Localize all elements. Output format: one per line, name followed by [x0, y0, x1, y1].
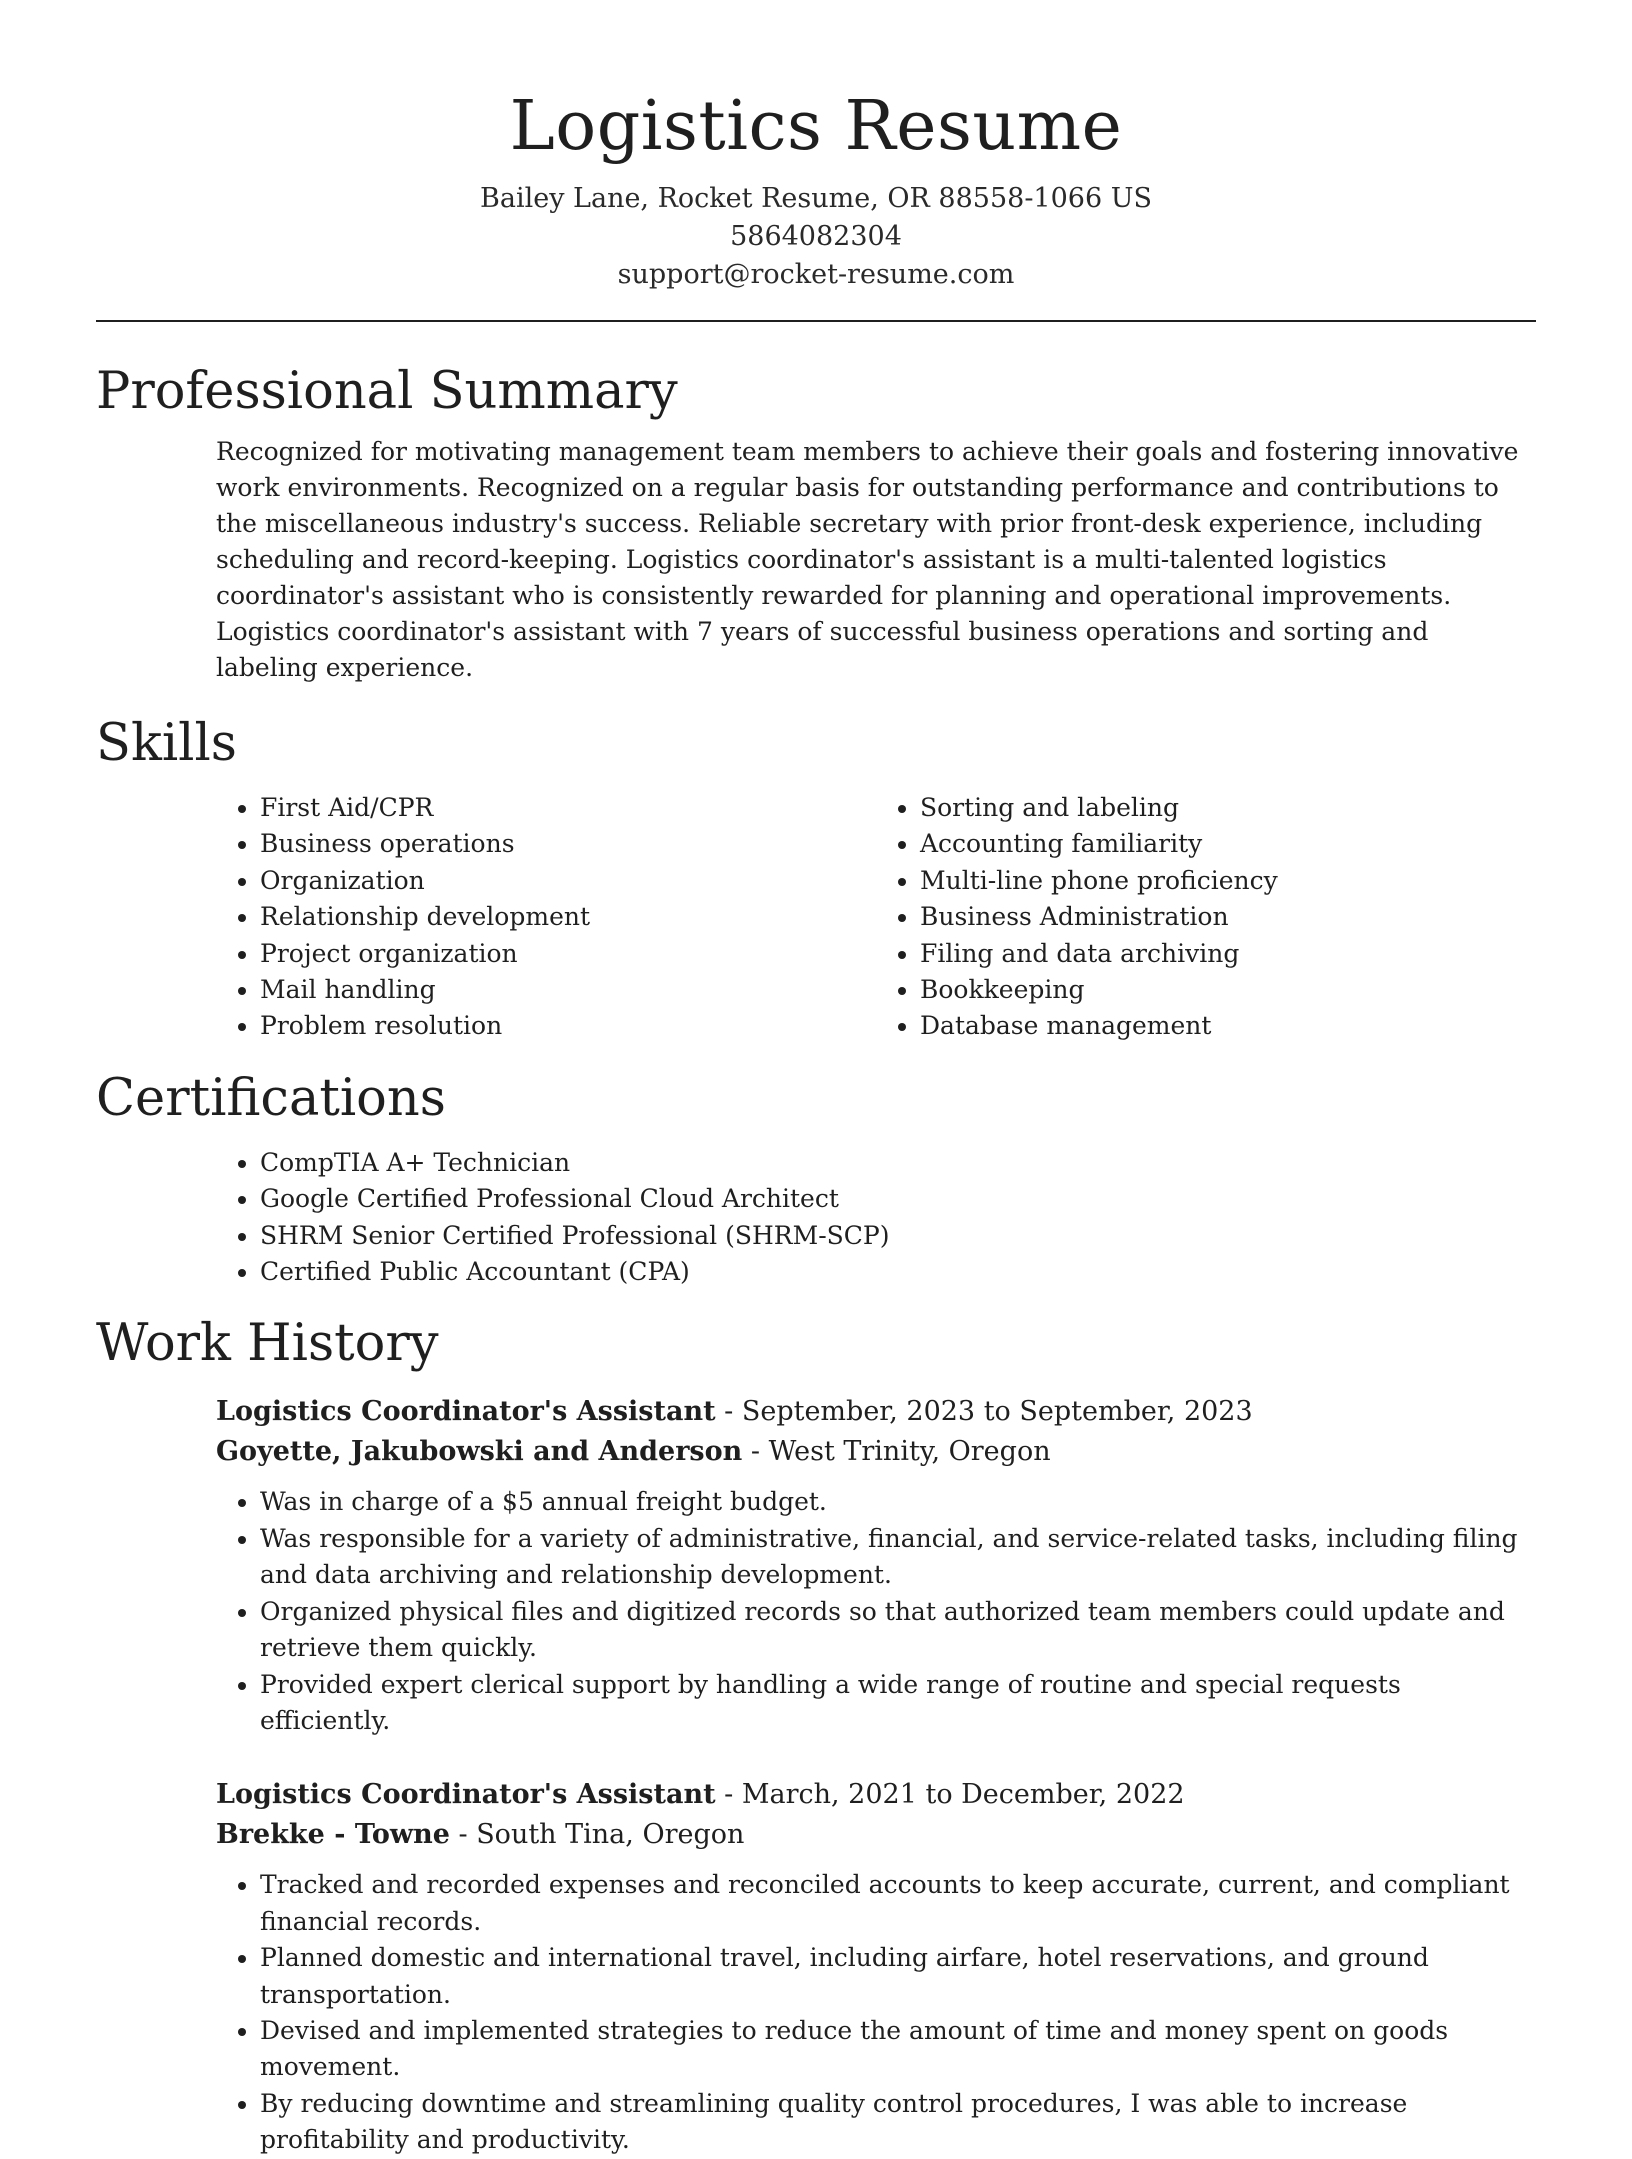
skill-item: • Database management [920, 1008, 1536, 1044]
job-location: South Tina, Oregon [476, 1819, 745, 1851]
job-title: Logistics Coordinator's Assistant [216, 1396, 716, 1428]
certifications-list [216, 1145, 1536, 1291]
skill-item: • Problem resolution [260, 1008, 876, 1044]
certification-item: • SHRM Senior Certified Professional (SHRM-SCP) [260, 1218, 1536, 1254]
job-company-line: Goyette, Jakubowski and Anderson - West Trinity, Oregon [216, 1436, 1051, 1468]
job-company: Brekke - Towne [216, 1819, 450, 1851]
skills-list-left [216, 790, 876, 1045]
job-bullet: • Was in charge of a $5 annual freight budget. [260, 1484, 1536, 1520]
job-bullet: • Tracked and recorded expenses and reconciled accounts to keep accurate, current, and compliant financial records. [260, 1867, 1536, 1940]
skill-item: • Business operations [260, 826, 876, 862]
summary-heading: Professional Summary [96, 362, 678, 421]
resume-title: Logistics Resume [509, 87, 1123, 166]
certifications-section [96, 1067, 1536, 1291]
job-bullet: • Provided expert clerical support by handling a wide range of routine and special requests efficiently. [260, 1667, 1536, 1740]
skill-item: • Business Administration [920, 899, 1536, 935]
job-bullet: • Organized physical files and digitized records so that authorized team members could update and retrieve them quickly. [260, 1594, 1536, 1667]
summary-text: Recognized for motivating management team members to achieve their goals and fostering innovative work environments. Recognized on a regular basis for outstanding performance and contributions to the miscellaneous industry's success. Reliable secretary with prior front-desk experience, including scheduling and record-keeping. Logistics coordinator's assistant is a multi-talented logistics coordinator's assistant who is consistently rewarded for planning and operational improvements. Logistics coordinator's assistant with 7 years of successful business operations and sorting and labeling experience. [216, 437, 1519, 682]
skill-item: • Bookkeeping [920, 972, 1536, 1008]
header-divider [96, 320, 1536, 322]
skills-columns [216, 790, 1536, 1045]
work-history-heading: Work History [96, 1314, 439, 1374]
job-bullet: • Planned domestic and international travel, including airfare, hotel reservations, and ground transportation. [260, 1940, 1536, 2013]
resume-header [96, 0, 1536, 294]
contact-phone: 5864082304 [730, 221, 902, 252]
skill-item: • First Aid/CPR [260, 790, 876, 826]
job-company: Goyette, Jakubowski and Anderson [216, 1436, 743, 1468]
job-bullets [216, 1484, 1536, 1739]
job-company-line: Brekke - Towne - South Tina, Oregon [216, 1819, 745, 1851]
job-bullet: • Devised and implemented strategies to reduce the amount of time and money spent on goods movement. [260, 2013, 1536, 2086]
job-dates: March, 2021 to December, 2022 [741, 1779, 1185, 1811]
job-dates: September, 2023 to September, 2023 [741, 1396, 1253, 1428]
skill-item: • Project organization [260, 936, 876, 972]
skills-list-right [876, 790, 1536, 1045]
skill-item: • Accounting familiarity [920, 826, 1536, 862]
job-entry [216, 1775, 1536, 2158]
job-title-line: Logistics Coordinator's Assistant - March, 2021 to December, 2022 [216, 1779, 1185, 1811]
job-entry [216, 1392, 1536, 1739]
job-title: Logistics Coordinator's Assistant [216, 1779, 716, 1811]
certification-item: • CompTIA A+ Technician [260, 1145, 1536, 1181]
job-bullet: • Was responsible for a variety of administrative, financial, and service-related tasks, including filing and data archiving and relationship development. [260, 1521, 1536, 1594]
job-location: West Trinity, Oregon [768, 1436, 1051, 1468]
job-bullet: • By reducing downtime and streamlining quality control procedures, I was able to increase profitability and productivity. [260, 2086, 1536, 2159]
work-history-section [96, 1312, 1536, 2158]
contact-address: Bailey Lane, Rocket Resume, OR 88558-1066 US [480, 183, 1152, 214]
contact-info [96, 180, 1536, 294]
skills-section [96, 712, 1536, 1045]
summary-section [96, 360, 1536, 686]
contact-email: support@rocket-resume.com [617, 259, 1015, 290]
skill-item: • Relationship development [260, 899, 876, 935]
certifications-heading: Certifications [96, 1068, 446, 1128]
skill-item: • Mail handling [260, 972, 876, 1008]
certification-item: • Google Certified Professional Cloud Architect [260, 1181, 1536, 1217]
job-title-line: Logistics Coordinator's Assistant - September, 2023 to September, 2023 [216, 1396, 1253, 1428]
skill-item: • Organization [260, 863, 876, 899]
skill-item: • Multi-line phone proficiency [920, 863, 1536, 899]
skill-item: • Sorting and labeling [920, 790, 1536, 826]
skill-item: • Filing and data archiving [920, 936, 1536, 972]
skills-heading: Skills [96, 714, 237, 773]
job-bullets [216, 1867, 1536, 2158]
certification-item: • Certified Public Accountant (CPA) [260, 1254, 1536, 1290]
